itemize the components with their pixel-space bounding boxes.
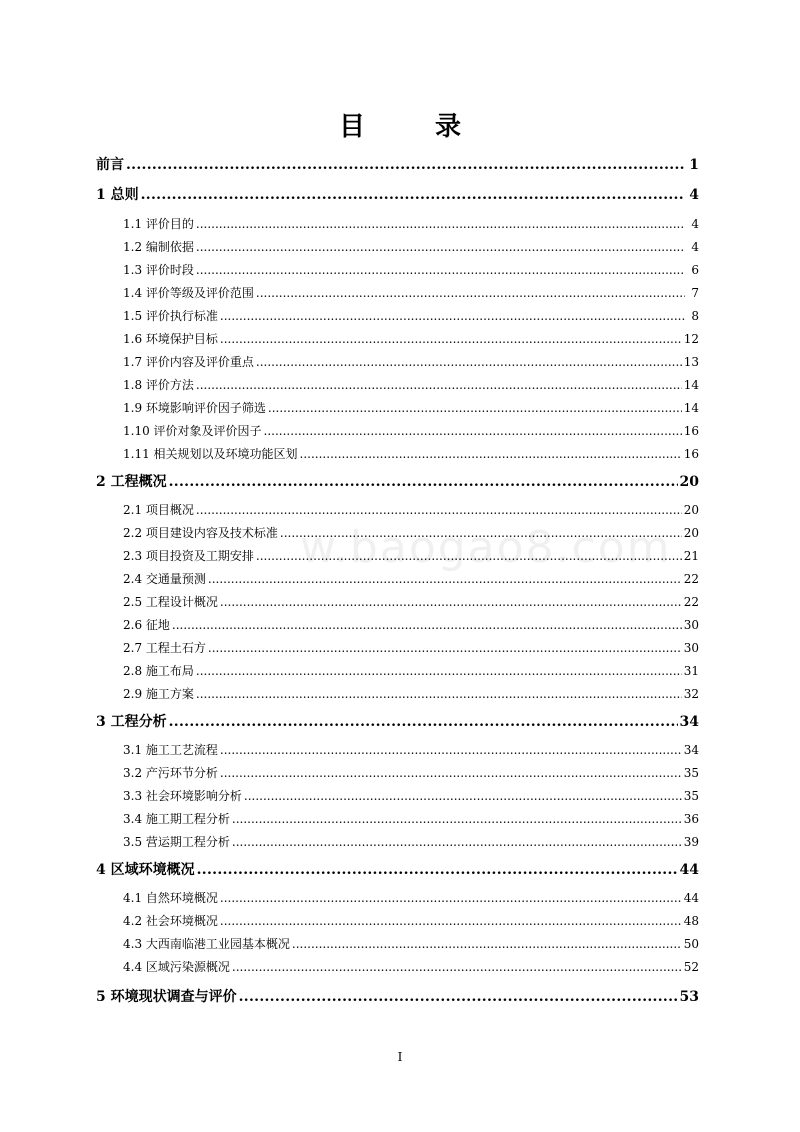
toc-section-entry[interactable] xyxy=(96,615,699,635)
toc-chapter-entry[interactable] xyxy=(96,155,699,175)
dot-leader xyxy=(268,398,682,418)
toc-section-entry[interactable] xyxy=(96,444,699,464)
toc-section-entry[interactable] xyxy=(96,329,699,349)
toc-entry-label: 3 工程分析 xyxy=(96,714,167,730)
toc-section-entry[interactable] xyxy=(96,500,699,520)
dot-leader xyxy=(196,260,685,280)
toc-entry-label: 1.10 评价对象及评价因子 xyxy=(123,424,262,438)
dot-leader xyxy=(220,592,682,612)
toc-chapter-entry[interactable] xyxy=(96,987,699,1007)
toc-entry-label: 1.4 评价等级及评价范围 xyxy=(123,286,254,300)
toc-entry-label: 4.4 区域污染源概况 xyxy=(123,960,230,974)
dot-leader xyxy=(220,329,682,349)
toc-entry-label: 1.9 环境影响评价因子筛选 xyxy=(123,401,266,415)
toc-entry-page: 44 xyxy=(683,891,699,905)
toc-entry-label: 2.1 项目概况 xyxy=(123,503,194,517)
dot-leader xyxy=(256,546,682,566)
toc-entry-page: 39 xyxy=(683,835,699,849)
dot-leader xyxy=(232,809,682,829)
toc-entry-label: 2.6 征地 xyxy=(123,618,170,632)
toc-section-entry[interactable] xyxy=(96,592,699,612)
toc-entry-label: 前言 xyxy=(96,157,124,173)
toc-section-entry[interactable] xyxy=(96,237,699,257)
toc-entry-label: 1 总则 xyxy=(96,187,139,203)
toc-section-entry[interactable] xyxy=(96,786,699,806)
toc-chapter-entry[interactable] xyxy=(96,860,699,880)
toc-entry-page: 7 xyxy=(691,286,699,300)
toc-entry-page: 22 xyxy=(683,572,699,586)
toc-entry-page: 53 xyxy=(679,989,699,1005)
toc-section-entry[interactable] xyxy=(96,740,699,760)
toc-entry-label: 1.7 评价内容及评价重点 xyxy=(123,355,254,369)
dot-leader xyxy=(196,661,682,681)
toc-entry-page: 20 xyxy=(683,526,699,540)
toc-entry-page: 4 xyxy=(691,240,699,254)
toc-entry-page: 31 xyxy=(683,664,699,678)
toc-entry-page: 34 xyxy=(683,743,699,757)
toc-entry-page: 44 xyxy=(679,862,699,878)
toc-entry-label: 3.2 产污环节分析 xyxy=(123,766,218,780)
dot-leader xyxy=(300,444,682,464)
toc-entry-page: 8 xyxy=(691,309,699,323)
toc-section-entry[interactable] xyxy=(96,306,699,326)
toc-section-entry[interactable] xyxy=(96,661,699,681)
toc-entry-page: 34 xyxy=(679,714,699,730)
toc-section-entry[interactable] xyxy=(96,888,699,908)
dot-leader xyxy=(196,500,682,520)
toc-entry-label: 2 工程概况 xyxy=(96,474,167,490)
toc-entry-label: 2.3 项目投资及工期安排 xyxy=(123,549,254,563)
toc-entry-label: 5 环境现状调查与评价 xyxy=(96,989,237,1005)
toc-entry-label: 1.8 评价方法 xyxy=(123,378,194,392)
toc-entry-page: 30 xyxy=(683,618,699,632)
toc-entry-page: 12 xyxy=(683,332,699,346)
toc-entry-label: 2.8 施工布局 xyxy=(123,664,194,678)
toc-chapter-entry[interactable] xyxy=(96,472,699,492)
toc-entry-page: 1 xyxy=(689,157,699,173)
dot-leader xyxy=(256,352,682,372)
toc-section-entry[interactable] xyxy=(96,214,699,234)
toc-entry-page: 13 xyxy=(683,355,699,369)
toc-entry-page: 30 xyxy=(683,641,699,655)
toc-section-entry[interactable] xyxy=(96,421,699,441)
toc-entry-page: 20 xyxy=(679,474,699,490)
toc-entry-page: 6 xyxy=(691,263,699,277)
dot-leader xyxy=(141,185,685,205)
dot-leader xyxy=(172,615,682,635)
dot-leader xyxy=(169,472,678,492)
toc-entry-page: 48 xyxy=(683,914,699,928)
toc-section-entry[interactable] xyxy=(96,398,699,418)
toc-entry-page: 4 xyxy=(689,187,699,203)
toc-entry-label: 3.3 社会环境影响分析 xyxy=(123,789,242,803)
toc-entry-page: 35 xyxy=(683,789,699,803)
toc-entry-label: 3.1 施工工艺流程 xyxy=(123,743,218,757)
toc-entry-page: 16 xyxy=(683,447,699,461)
toc-entry-label: 1.5 评价执行标准 xyxy=(123,309,218,323)
dot-leader xyxy=(220,888,682,908)
toc-section-entry[interactable] xyxy=(96,375,699,395)
toc-section-entry[interactable] xyxy=(96,523,699,543)
toc-entry-page: 20 xyxy=(683,503,699,517)
page-title: 目 录 xyxy=(338,112,483,142)
toc-chapter-entry[interactable] xyxy=(96,185,699,205)
dot-leader xyxy=(208,638,682,658)
toc-entry-page: 4 xyxy=(691,217,699,231)
dot-leader xyxy=(239,987,678,1007)
toc-entry-label: 2.4 交通量预测 xyxy=(123,572,206,586)
toc-entry-label: 2.9 施工方案 xyxy=(123,687,194,701)
dot-leader xyxy=(197,860,678,880)
toc-entry-label: 4 区域环境概况 xyxy=(96,862,195,878)
toc-entry-label: 3.5 营运期工程分析 xyxy=(123,835,230,849)
dot-leader xyxy=(220,763,682,783)
toc-entry-label: 3.4 施工期工程分析 xyxy=(123,812,230,826)
dot-leader xyxy=(220,740,682,760)
dot-leader xyxy=(196,375,682,395)
toc-entry-label: 1.2 编制依据 xyxy=(123,240,194,254)
toc-entry-label: 1.11 相关规划以及环境功能区划 xyxy=(123,447,298,461)
toc-entry-label: 2.7 工程土石方 xyxy=(123,641,206,655)
toc-section-entry[interactable] xyxy=(96,763,699,783)
dot-leader xyxy=(264,421,682,441)
toc-entry-label: 1.1 评价目的 xyxy=(123,217,194,231)
dot-leader xyxy=(196,214,685,234)
toc-entry-label: 2.2 项目建设内容及技术标准 xyxy=(123,526,278,540)
toc-section-entry[interactable] xyxy=(96,934,699,954)
toc-chapter-entry[interactable] xyxy=(96,712,699,732)
dot-leader xyxy=(208,569,682,589)
dot-leader xyxy=(244,786,682,806)
toc-entry-page: 14 xyxy=(683,401,699,415)
toc-section-entry[interactable] xyxy=(96,957,699,977)
dot-leader xyxy=(220,911,682,931)
toc-entry-label: 2.5 工程设计概况 xyxy=(123,595,218,609)
toc-section-entry[interactable] xyxy=(96,638,699,658)
dot-leader xyxy=(220,306,685,326)
dot-leader xyxy=(196,237,685,257)
dot-leader xyxy=(292,934,682,954)
toc-entry-label: 1.3 评价时段 xyxy=(123,263,194,277)
dot-leader xyxy=(280,523,682,543)
dot-leader xyxy=(196,684,682,704)
toc-section-entry[interactable] xyxy=(96,352,699,372)
toc-entry-label: 1.6 环境保护目标 xyxy=(123,332,218,346)
dot-leader xyxy=(232,832,682,852)
toc-section-entry[interactable] xyxy=(96,832,699,852)
toc-entry-label: 4.3 大西南临港工业园基本概况 xyxy=(123,937,290,951)
toc-section-entry[interactable] xyxy=(96,546,699,566)
toc-entry-page: 35 xyxy=(683,766,699,780)
dot-leader xyxy=(256,283,685,303)
toc-entry-page: 50 xyxy=(683,937,699,951)
toc-section-entry[interactable] xyxy=(96,569,699,589)
watermark: w.baogao8.com xyxy=(300,522,672,573)
toc-entry-label: 4.2 社会环境概况 xyxy=(123,914,218,928)
toc-section-entry[interactable] xyxy=(96,684,699,704)
toc-entry-page: 14 xyxy=(683,378,699,392)
dot-leader xyxy=(169,712,678,732)
toc-entry-page: 52 xyxy=(683,960,699,974)
toc-entry-page: 16 xyxy=(683,424,699,438)
toc-entry-page: 21 xyxy=(683,549,699,563)
dot-leader xyxy=(126,155,685,175)
toc-section-entry[interactable] xyxy=(96,283,699,303)
toc-entry-page: 22 xyxy=(683,595,699,609)
toc-entry-page: 36 xyxy=(683,812,699,826)
toc-entry-page: 32 xyxy=(683,687,699,701)
toc-section-entry[interactable] xyxy=(96,911,699,931)
toc-entry-label: 4.1 自然环境概况 xyxy=(123,891,218,905)
dot-leader xyxy=(232,957,682,977)
toc-section-entry[interactable] xyxy=(96,809,699,829)
page-number-footer: I xyxy=(397,1050,403,1064)
toc-section-entry[interactable] xyxy=(96,260,699,280)
